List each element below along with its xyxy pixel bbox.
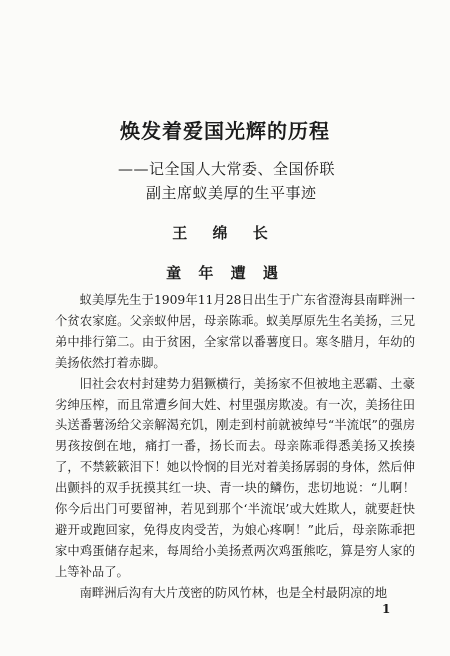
paragraph: 旧社会农村封建势力猖獗横行，美扬家不但被地主恶霸、土豪劣绅压榨，而且常遭乡间大姓、村里强房欺凌。有一次，美扬往田头送番薯汤给父亲解渴充饥，刚走到村前就被绰号“半流氓”的强房男孩按倒在地，痛打一番，扬长而去。母亲陈乖得悉美扬又挨揍了，不禁簌簌泪下！她以怜悯的目光对着美扬孱弱的身体，然后伸出颤抖的双手抚摸其红一块、青一块的鳞伤，悲切地说：“儿啊！你今后出门可要留神，若见到那个‘半流氓’或大姓欺人，就要赶快避开或跑回家，免得皮肉受苦，为娘心疼啊！”此后，母亲陈乖把家中鸡蛋储存起来，每周给小美扬煮两次鸡蛋熊吃，算是穷人家的上等补品了。 — [55, 376, 415, 579]
paragraph: 蚁美厚先生于1909年11月28日出生于广东省澄海县南畔洲一个贫农家庭。父亲蚁仲居，母亲陈乖。蚁美厚原先生名美扬，三兄弟中排行第二。由于贫困，全家常以番薯度日。寒冬腊月，年幼的美扬依然打着赤脚。 — [55, 293, 415, 370]
article-title: 焕发着爱国光辉的历程 — [120, 119, 330, 143]
paragraph: 南畔洲后沟有大片茂密的防风竹林，也是全村最阴凉的地 — [79, 585, 388, 600]
section-heading: 童 年 遭 遇 — [166, 264, 284, 282]
page-number: 1 — [382, 602, 391, 616]
article-subtitle-line-2: 副主席蚁美厚的生平事迹 — [146, 184, 317, 202]
body-text — [55, 290, 415, 604]
article-subtitle-line-1: ——记全国人大常委、全国侨联 — [118, 160, 336, 178]
author-name: 王 绵 长 — [172, 224, 278, 242]
